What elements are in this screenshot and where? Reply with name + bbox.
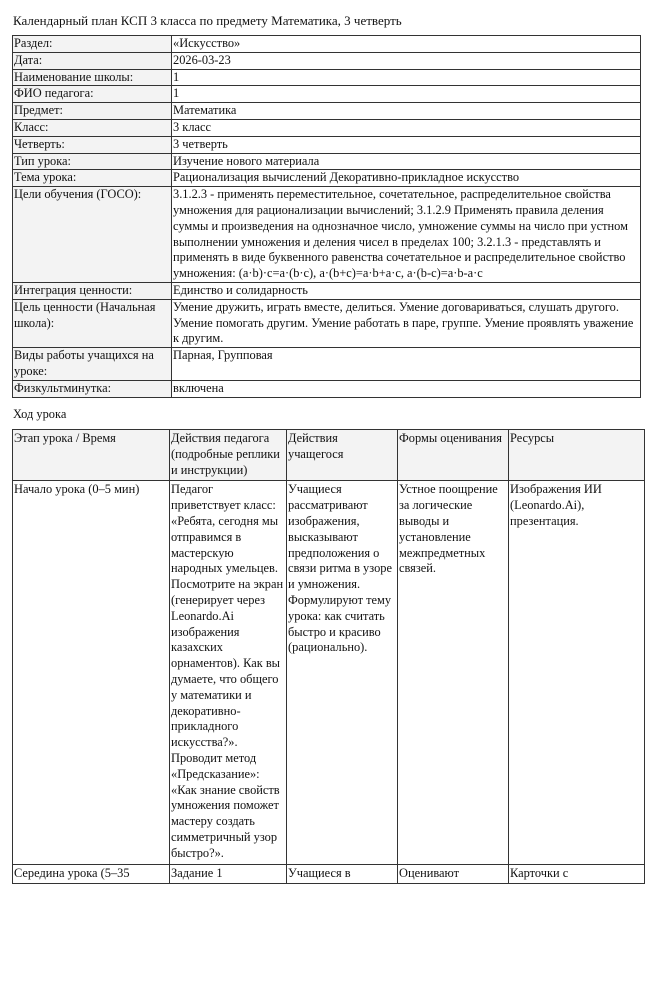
info-value: Умение дружить, играть вместе, делиться. Умение договариваться, слушать другого. Умение помогать другим. Умение работать в паре, группе. Умение проявлять уважение к другим. [172,299,641,347]
info-row-subject [13,103,641,120]
info-row-value-goal [13,299,641,347]
info-value: Единство и солидарность [172,282,641,299]
info-value: 3.1.2.3 - применять переместительное, сочетательное, распределительное свойства умножения для рационализации вычислений; 3.1.2.9 Применять правила деления суммы и произведения на однозначное число, умножение суммы на число при устном выполнении умножения и деления чисел в пределах 100; 3.2.1.3 - представлять и применять в виде буквенного равенства сочетательное и распределительное свойство умножения: (a·b)·c=a·(b·c), a·(b+c)=a·b+a·c, a·(b-c)=a·b-a·c [172,187,641,283]
info-row-physical-break [13,380,641,397]
info-row-lesson-type [13,153,641,170]
info-value: Математика [172,103,641,120]
table-row [13,864,645,884]
info-key: Тема урока: [13,170,172,187]
cell-resources: Карточки с [509,864,645,884]
lesson-progress-heading: Ход урока [13,407,67,421]
info-value: включена [172,380,641,397]
table-row [13,481,645,864]
info-row-quarter [13,136,641,153]
info-key: Цель ценности (Начальная школа): [13,299,172,347]
table-header-row [13,430,645,481]
info-row-topic [13,170,641,187]
info-key: Интеграция ценности: [13,282,172,299]
column-header-assessment: Формы оценивания [398,430,509,481]
info-key: Дата: [13,52,172,69]
info-key: Физкультминутка: [13,380,172,397]
info-key: Предмет: [13,103,172,120]
info-key: Цели обучения (ГОСО): [13,187,172,283]
cell-assessment: Устное поощрение за логические выводы и установление межпредметных связей. [398,481,509,864]
info-value: 1 [172,86,641,103]
info-key: Виды работы учащихся на уроке: [13,348,172,381]
cell-stage: Начало урока (0–5 мин) [13,481,170,864]
info-key: Раздел: [13,36,172,53]
document-title: Календарный план КСП 3 класса по предмету Математика, 3 четверть [13,13,402,28]
info-value: Рационализация вычислений Декоративно-прикладное искусство [172,170,641,187]
info-value: 2026-03-23 [172,52,641,69]
column-header-stage: Этап урока / Время [13,430,170,481]
cell-assessment: Оценивают [398,864,509,884]
lesson-info-table [12,35,641,398]
info-row-teacher [13,86,641,103]
info-row-learning-goals [13,187,641,283]
info-row-grade [13,119,641,136]
cell-stage: Середина урока (5–35 [13,864,170,884]
info-row-school [13,69,641,86]
info-row-work-types [13,348,641,381]
info-value: 3 четверть [172,136,641,153]
info-row-value-integration [13,282,641,299]
info-key: ФИО педагога: [13,86,172,103]
info-value: Парная, Групповая [172,348,641,381]
info-key: Наименование школы: [13,69,172,86]
cell-student-actions: Учащиеся рассматривают изображения, высказывают предположения о связи ритма в узоре и умножения. Формулируют тему урока: как считать быстро и красиво (рационально). [287,481,398,864]
info-value: «Искусство» [172,36,641,53]
info-key: Тип урока: [13,153,172,170]
info-row-date [13,52,641,69]
cell-student-actions: Учащиеся в [287,864,398,884]
info-value: Изучение нового материала [172,153,641,170]
info-key: Класс: [13,119,172,136]
column-header-student-actions: Действия учащегося [287,430,398,481]
lesson-progress-table [12,429,645,884]
cell-teacher-actions: Педагог приветствует класс: «Ребята, сегодня мы отправимся в мастерскую народных умельцев. Посмотрите на экран (генерирует через Leonardo.Ai изображения казахских орнаментов). Как вы думаете, что общего у математики и декоративно-прикладного искусства?». Проводит метод «Предсказание»: «Как знание свойств умножения поможет мастеру создать симметричный узор быстро?». [170,481,287,864]
column-header-teacher-actions: Действия педагога (подробные реплики и инструкции) [170,430,287,481]
cell-teacher-actions: Задание 1 [170,864,287,884]
info-value: 1 [172,69,641,86]
cell-resources: Изображения ИИ (Leonardo.Ai), презентация. [509,481,645,864]
info-value: 3 класс [172,119,641,136]
column-header-resources: Ресурсы [509,430,645,481]
info-row-section [13,36,641,53]
info-key: Четверть: [13,136,172,153]
